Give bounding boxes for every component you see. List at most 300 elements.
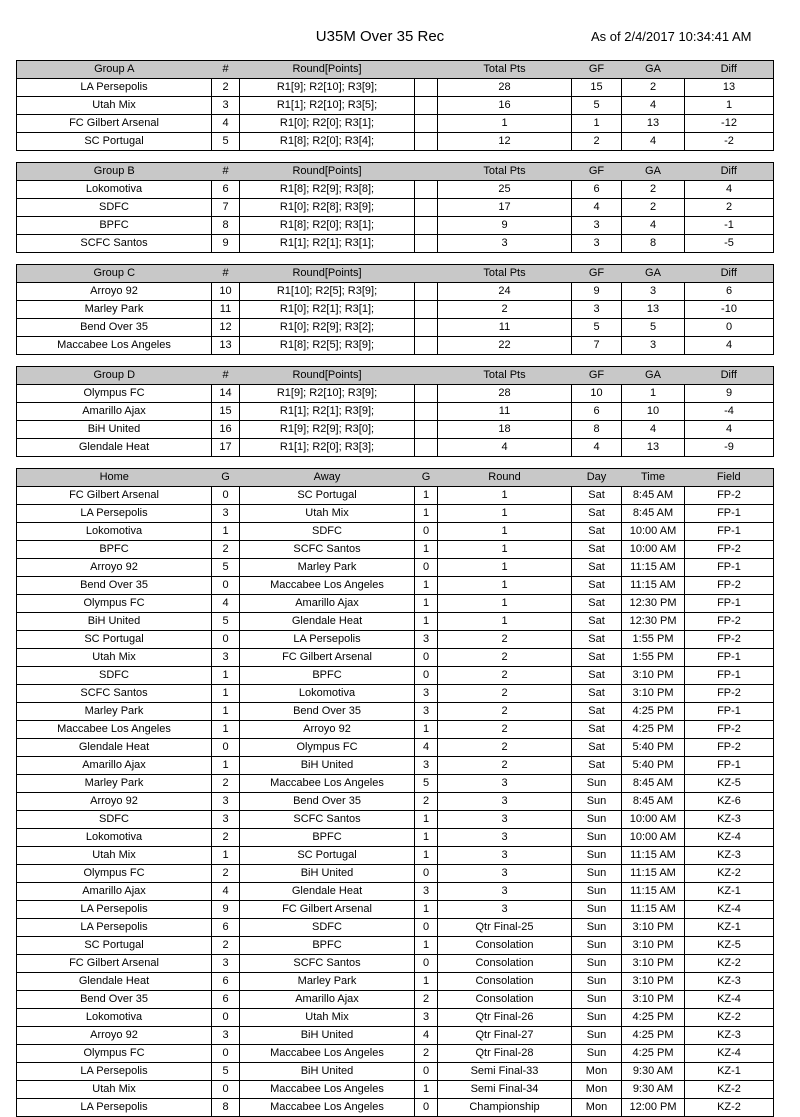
table-cell: 3 bbox=[622, 337, 685, 355]
table-cell: 3:10 PM bbox=[622, 685, 685, 703]
column-header: GA bbox=[622, 163, 685, 181]
table-cell bbox=[415, 199, 438, 217]
table-cell: BiH United bbox=[17, 421, 212, 439]
table-cell: FC Gilbert Arsenal bbox=[17, 487, 212, 505]
column-header: G bbox=[212, 469, 240, 487]
table-cell: Championship bbox=[438, 1099, 572, 1117]
table-cell: Lokomotiva bbox=[17, 829, 212, 847]
table-cell: 4:25 PM bbox=[622, 721, 685, 739]
table-cell: FP-1 bbox=[685, 757, 774, 775]
table-cell: Marley Park bbox=[17, 301, 212, 319]
table-cell: Glendale Heat bbox=[17, 973, 212, 991]
table-cell: Utah Mix bbox=[17, 649, 212, 667]
table-cell: 3 bbox=[438, 793, 572, 811]
table-cell: 1 bbox=[415, 901, 438, 919]
table-cell: KZ-2 bbox=[685, 1099, 774, 1117]
table-cell: 0 bbox=[212, 739, 240, 757]
column-header: Diff bbox=[685, 163, 774, 181]
table-cell: 4:25 PM bbox=[622, 703, 685, 721]
table-cell: LA Persepolis bbox=[17, 1063, 212, 1081]
table-row bbox=[17, 1081, 774, 1099]
table-cell bbox=[415, 283, 438, 301]
table-cell: Mon bbox=[572, 1099, 622, 1117]
table-cell: 2 bbox=[415, 793, 438, 811]
table-cell: 6 bbox=[212, 991, 240, 1009]
table-cell: SDFC bbox=[240, 523, 415, 541]
column-header bbox=[415, 163, 438, 181]
table-cell: -9 bbox=[685, 439, 774, 457]
table-cell: Maccabee Los Angeles bbox=[240, 1045, 415, 1063]
table-cell: SDFC bbox=[17, 667, 212, 685]
table-cell: 0 bbox=[212, 1081, 240, 1099]
table-cell: Amarillo Ajax bbox=[17, 883, 212, 901]
table-row bbox=[17, 991, 774, 1009]
table-cell: 3 bbox=[415, 631, 438, 649]
table-cell: Maccabee Los Angeles bbox=[240, 577, 415, 595]
table-cell: R1[1]; R2[1]; R3[9]; bbox=[240, 403, 415, 421]
table-cell: 1 bbox=[438, 487, 572, 505]
table-cell: Glendale Heat bbox=[240, 883, 415, 901]
table-cell: KZ-4 bbox=[685, 1045, 774, 1063]
table-cell: R1[8]; R2[0]; R3[1]; bbox=[240, 217, 415, 235]
table-row bbox=[17, 217, 774, 235]
column-header: GF bbox=[572, 163, 622, 181]
table-cell: Sat bbox=[572, 721, 622, 739]
table-cell: R1[10]; R2[5]; R3[9]; bbox=[240, 283, 415, 301]
table-cell: 13 bbox=[622, 115, 685, 133]
table-cell: Sat bbox=[572, 541, 622, 559]
table-row bbox=[17, 1063, 774, 1081]
table-cell: 0 bbox=[212, 1009, 240, 1027]
table-row bbox=[17, 721, 774, 739]
table-cell: Arroyo 92 bbox=[240, 721, 415, 739]
table-cell: 4 bbox=[415, 1027, 438, 1045]
table-cell: 17 bbox=[438, 199, 572, 217]
table-cell: KZ-5 bbox=[685, 937, 774, 955]
table-cell: 4:25 PM bbox=[622, 1045, 685, 1063]
table-cell: -12 bbox=[685, 115, 774, 133]
table-cell: 3 bbox=[438, 883, 572, 901]
table-cell: 3 bbox=[438, 775, 572, 793]
table-cell: 1 bbox=[415, 595, 438, 613]
table-cell: LA Persepolis bbox=[17, 79, 212, 97]
table-cell: 3 bbox=[572, 217, 622, 235]
table-cell bbox=[415, 439, 438, 457]
table-cell: Qtr Final-26 bbox=[438, 1009, 572, 1027]
table-row bbox=[17, 649, 774, 667]
table-cell: FP-2 bbox=[685, 541, 774, 559]
table-cell: SDFC bbox=[240, 919, 415, 937]
table-cell: 8:45 AM bbox=[622, 793, 685, 811]
table-cell: 17 bbox=[212, 439, 240, 457]
table-cell: Sat bbox=[572, 613, 622, 631]
table-cell: Sat bbox=[572, 487, 622, 505]
table-cell: 3 bbox=[415, 883, 438, 901]
column-header: Round bbox=[438, 469, 572, 487]
table-cell: 11 bbox=[438, 319, 572, 337]
table-row bbox=[17, 559, 774, 577]
table-cell: 1 bbox=[438, 595, 572, 613]
table-row bbox=[17, 97, 774, 115]
table-cell: SC Portugal bbox=[17, 631, 212, 649]
table-cell: FP-1 bbox=[685, 523, 774, 541]
table-cell: BPFC bbox=[240, 937, 415, 955]
table-cell: 13 bbox=[622, 301, 685, 319]
table-header-row bbox=[17, 61, 774, 79]
table-cell: 2 bbox=[438, 685, 572, 703]
table-cell: 3 bbox=[572, 235, 622, 253]
table-row bbox=[17, 505, 774, 523]
table-cell: R1[9]; R2[9]; R3[0]; bbox=[240, 421, 415, 439]
table-cell: 2 bbox=[212, 829, 240, 847]
table-cell: 1 bbox=[438, 559, 572, 577]
table-cell: 2 bbox=[438, 301, 572, 319]
table-cell: Consolation bbox=[438, 973, 572, 991]
table-cell: 1 bbox=[438, 577, 572, 595]
table-cell: Sun bbox=[572, 829, 622, 847]
table-row bbox=[17, 631, 774, 649]
table-row bbox=[17, 487, 774, 505]
table-cell: 5 bbox=[572, 97, 622, 115]
table-cell: LA Persepolis bbox=[17, 901, 212, 919]
table-cell: 3 bbox=[438, 847, 572, 865]
table-cell bbox=[415, 181, 438, 199]
table-row bbox=[17, 301, 774, 319]
table-cell: 6 bbox=[685, 283, 774, 301]
table-cell: 4:25 PM bbox=[622, 1009, 685, 1027]
table-cell: BPFC bbox=[240, 667, 415, 685]
table-cell: 5 bbox=[212, 559, 240, 577]
table-cell: 1 bbox=[212, 721, 240, 739]
table-cell: 10 bbox=[622, 403, 685, 421]
table-cell: 6 bbox=[212, 973, 240, 991]
table-cell: 3 bbox=[212, 955, 240, 973]
column-header: GF bbox=[572, 61, 622, 79]
table-row bbox=[17, 439, 774, 457]
column-header: GA bbox=[622, 61, 685, 79]
table-cell: 9:30 AM bbox=[622, 1081, 685, 1099]
table-row bbox=[17, 385, 774, 403]
table-cell: Lokomotiva bbox=[17, 523, 212, 541]
table-cell: Mon bbox=[572, 1081, 622, 1099]
table-cell: Sun bbox=[572, 991, 622, 1009]
table-cell: 1 bbox=[415, 829, 438, 847]
table-cell: KZ-2 bbox=[685, 865, 774, 883]
table-cell bbox=[415, 337, 438, 355]
table-cell: Amarillo Ajax bbox=[240, 595, 415, 613]
table-cell: KZ-2 bbox=[685, 955, 774, 973]
table-cell: R1[9]; R2[10]; R3[9]; bbox=[240, 79, 415, 97]
table-cell: Sun bbox=[572, 883, 622, 901]
table-cell: SCFC Santos bbox=[17, 685, 212, 703]
table-cell: Semi Final-33 bbox=[438, 1063, 572, 1081]
table-cell: Sun bbox=[572, 901, 622, 919]
table-cell: Sun bbox=[572, 1027, 622, 1045]
table-cell: 11 bbox=[438, 403, 572, 421]
table-cell: 0 bbox=[415, 1099, 438, 1117]
table-cell: 3:10 PM bbox=[622, 667, 685, 685]
table-cell: 10:00 AM bbox=[622, 811, 685, 829]
table-cell: 4 bbox=[212, 595, 240, 613]
group-a-table bbox=[16, 60, 774, 151]
table-cell: 2 bbox=[438, 649, 572, 667]
table-cell: Sat bbox=[572, 523, 622, 541]
table-cell: 0 bbox=[212, 487, 240, 505]
table-cell: KZ-4 bbox=[685, 901, 774, 919]
column-header: Group D bbox=[17, 367, 212, 385]
table-cell: FP-1 bbox=[685, 505, 774, 523]
table-cell: 2 bbox=[438, 739, 572, 757]
table-cell: 8:45 AM bbox=[622, 505, 685, 523]
group-c-table bbox=[16, 264, 774, 355]
table-cell: 0 bbox=[415, 955, 438, 973]
table-cell: 1 bbox=[212, 703, 240, 721]
table-row bbox=[17, 667, 774, 685]
table-cell: 13 bbox=[212, 337, 240, 355]
column-header: Diff bbox=[685, 367, 774, 385]
table-cell: 14 bbox=[212, 385, 240, 403]
table-cell: Marley Park bbox=[17, 775, 212, 793]
table-cell: FP-1 bbox=[685, 595, 774, 613]
table-cell: Glendale Heat bbox=[240, 613, 415, 631]
table-cell: 4 bbox=[685, 181, 774, 199]
table-header-row bbox=[17, 265, 774, 283]
table-cell: 3 bbox=[438, 811, 572, 829]
table-cell: 2 bbox=[685, 199, 774, 217]
table-cell: 24 bbox=[438, 283, 572, 301]
table-cell: Maccabee Los Angeles bbox=[240, 1081, 415, 1099]
table-cell: Qtr Final-25 bbox=[438, 919, 572, 937]
table-cell: 28 bbox=[438, 79, 572, 97]
table-cell: SC Portugal bbox=[240, 487, 415, 505]
table-cell: Marley Park bbox=[17, 703, 212, 721]
table-cell: Qtr Final-27 bbox=[438, 1027, 572, 1045]
table-cell: 2 bbox=[212, 865, 240, 883]
table-cell bbox=[415, 115, 438, 133]
table-cell: FP-2 bbox=[685, 721, 774, 739]
table-cell: 10:00 AM bbox=[622, 541, 685, 559]
table-cell: 16 bbox=[212, 421, 240, 439]
table-cell: KZ-6 bbox=[685, 793, 774, 811]
table-cell: Glendale Heat bbox=[17, 439, 212, 457]
table-cell: -4 bbox=[685, 403, 774, 421]
table-cell: Amarillo Ajax bbox=[17, 403, 212, 421]
table-cell: Sat bbox=[572, 631, 622, 649]
table-cell: Sun bbox=[572, 775, 622, 793]
column-header: GA bbox=[622, 367, 685, 385]
table-cell: Maccabee Los Angeles bbox=[17, 721, 212, 739]
table-cell: Semi Final-34 bbox=[438, 1081, 572, 1099]
column-header: # bbox=[212, 61, 240, 79]
table-cell: 2 bbox=[438, 721, 572, 739]
table-row bbox=[17, 337, 774, 355]
table-cell: 1 bbox=[415, 613, 438, 631]
table-cell: 13 bbox=[685, 79, 774, 97]
table-cell: 2 bbox=[438, 757, 572, 775]
table-cell: 11:15 AM bbox=[622, 559, 685, 577]
column-header bbox=[415, 367, 438, 385]
table-cell bbox=[415, 319, 438, 337]
table-cell: Sun bbox=[572, 955, 622, 973]
table-cell: BiH United bbox=[17, 613, 212, 631]
table-cell: Sat bbox=[572, 649, 622, 667]
table-cell: 4 bbox=[622, 97, 685, 115]
table-cell: R1[0]; R2[9]; R3[2]; bbox=[240, 319, 415, 337]
table-cell: 6 bbox=[572, 403, 622, 421]
table-cell: Maccabee Los Angeles bbox=[240, 775, 415, 793]
table-cell: Arroyo 92 bbox=[17, 1027, 212, 1045]
table-cell: 2 bbox=[622, 199, 685, 217]
table-cell: SC Portugal bbox=[17, 937, 212, 955]
table-cell: 8 bbox=[212, 217, 240, 235]
table-cell: Maccabee Los Angeles bbox=[240, 1099, 415, 1117]
table-cell: 5 bbox=[212, 613, 240, 631]
table-cell: Glendale Heat bbox=[17, 739, 212, 757]
table-cell: 10:00 AM bbox=[622, 523, 685, 541]
table-cell: 8 bbox=[622, 235, 685, 253]
table-cell: Sat bbox=[572, 703, 622, 721]
table-row bbox=[17, 235, 774, 253]
table-cell: 0 bbox=[212, 1045, 240, 1063]
table-cell: 1 bbox=[212, 685, 240, 703]
table-cell: 1 bbox=[438, 505, 572, 523]
table-row bbox=[17, 1027, 774, 1045]
table-cell: 2 bbox=[415, 1045, 438, 1063]
table-cell: 15 bbox=[572, 79, 622, 97]
table-cell: 3:10 PM bbox=[622, 919, 685, 937]
table-cell: 3 bbox=[212, 1027, 240, 1045]
table-cell: LA Persepolis bbox=[17, 1099, 212, 1117]
table-cell bbox=[415, 133, 438, 151]
table-cell: Sat bbox=[572, 595, 622, 613]
table-cell: 5 bbox=[212, 1063, 240, 1081]
table-cell: FP-1 bbox=[685, 667, 774, 685]
table-cell: SC Portugal bbox=[240, 847, 415, 865]
column-header: Round[Points] bbox=[240, 163, 415, 181]
table-cell: 1 bbox=[415, 577, 438, 595]
table-cell: 0 bbox=[415, 865, 438, 883]
table-cell: 3 bbox=[438, 829, 572, 847]
table-cell: 3:10 PM bbox=[622, 937, 685, 955]
table-cell: Bend Over 35 bbox=[17, 319, 212, 337]
table-cell: 3:10 PM bbox=[622, 955, 685, 973]
table-row bbox=[17, 685, 774, 703]
table-cell bbox=[415, 235, 438, 253]
table-cell: 28 bbox=[438, 385, 572, 403]
column-header: Total Pts bbox=[438, 367, 572, 385]
table-cell: FP-1 bbox=[685, 559, 774, 577]
table-cell bbox=[415, 79, 438, 97]
table-cell: 4 bbox=[622, 133, 685, 151]
table-cell: BiH United bbox=[240, 757, 415, 775]
table-cell: KZ-1 bbox=[685, 1063, 774, 1081]
table-row bbox=[17, 901, 774, 919]
table-cell: 5:40 PM bbox=[622, 739, 685, 757]
table-cell: -2 bbox=[685, 133, 774, 151]
table-cell: 1 bbox=[622, 385, 685, 403]
table-cell: 1 bbox=[415, 1081, 438, 1099]
table-cell: 12 bbox=[438, 133, 572, 151]
table-cell: Sat bbox=[572, 757, 622, 775]
table-cell: Utah Mix bbox=[17, 97, 212, 115]
table-cell: Sun bbox=[572, 793, 622, 811]
table-cell: BiH United bbox=[240, 865, 415, 883]
table-cell bbox=[415, 385, 438, 403]
table-row bbox=[17, 829, 774, 847]
table-row bbox=[17, 793, 774, 811]
table-cell: 1 bbox=[438, 523, 572, 541]
table-cell: 2 bbox=[212, 79, 240, 97]
table-cell: 1:55 PM bbox=[622, 631, 685, 649]
table-cell: 0 bbox=[685, 319, 774, 337]
table-cell: Marley Park bbox=[240, 559, 415, 577]
table-cell: FP-2 bbox=[685, 577, 774, 595]
table-cell: FC Gilbert Arsenal bbox=[240, 649, 415, 667]
column-header: Round[Points] bbox=[240, 61, 415, 79]
table-cell: Amarillo Ajax bbox=[240, 991, 415, 1009]
table-cell: 12:30 PM bbox=[622, 595, 685, 613]
table-cell: 12 bbox=[212, 319, 240, 337]
table-cell: 1 bbox=[415, 973, 438, 991]
table-cell: 1 bbox=[415, 721, 438, 739]
column-header: Diff bbox=[685, 61, 774, 79]
table-cell: 4 bbox=[572, 439, 622, 457]
table-cell: 4 bbox=[212, 115, 240, 133]
table-cell: Utah Mix bbox=[17, 1081, 212, 1099]
table-cell: 0 bbox=[415, 649, 438, 667]
table-cell: 1 bbox=[212, 523, 240, 541]
table-cell: 0 bbox=[415, 667, 438, 685]
table-cell: 7 bbox=[572, 337, 622, 355]
table-cell: 1 bbox=[212, 667, 240, 685]
table-cell: KZ-3 bbox=[685, 1027, 774, 1045]
table-cell: 22 bbox=[438, 337, 572, 355]
table-cell: Sat bbox=[572, 667, 622, 685]
table-cell: Mon bbox=[572, 1063, 622, 1081]
table-cell: 3:10 PM bbox=[622, 973, 685, 991]
column-header: G bbox=[415, 469, 438, 487]
table-cell: 9 bbox=[212, 901, 240, 919]
table-cell: Qtr Final-28 bbox=[438, 1045, 572, 1063]
column-header: Round[Points] bbox=[240, 265, 415, 283]
table-cell: R1[1]; R2[1]; R3[1]; bbox=[240, 235, 415, 253]
table-row bbox=[17, 865, 774, 883]
table-cell: 3 bbox=[212, 97, 240, 115]
schedule-table bbox=[16, 468, 774, 1117]
column-header: Away bbox=[240, 469, 415, 487]
table-cell: SC Portugal bbox=[17, 133, 212, 151]
table-cell: 1 bbox=[415, 541, 438, 559]
table-cell: 1 bbox=[212, 757, 240, 775]
table-cell: SDFC bbox=[17, 811, 212, 829]
table-cell: FC Gilbert Arsenal bbox=[17, 955, 212, 973]
table-cell: -5 bbox=[685, 235, 774, 253]
table-cell: 3 bbox=[415, 1009, 438, 1027]
table-cell: KZ-5 bbox=[685, 775, 774, 793]
table-row bbox=[17, 283, 774, 301]
table-cell: SDFC bbox=[17, 199, 212, 217]
table-row bbox=[17, 181, 774, 199]
table-cell: 9 bbox=[438, 217, 572, 235]
table-cell: 11:15 AM bbox=[622, 901, 685, 919]
table-cell: 4 bbox=[685, 337, 774, 355]
table-cell: LA Persepolis bbox=[17, 505, 212, 523]
table-cell: Sat bbox=[572, 685, 622, 703]
report-timestamp: As of 2/4/2017 10:34:41 AM bbox=[591, 29, 752, 44]
table-cell: 11:15 AM bbox=[622, 847, 685, 865]
table-cell: LA Persepolis bbox=[17, 919, 212, 937]
table-cell: FC Gilbert Arsenal bbox=[17, 115, 212, 133]
